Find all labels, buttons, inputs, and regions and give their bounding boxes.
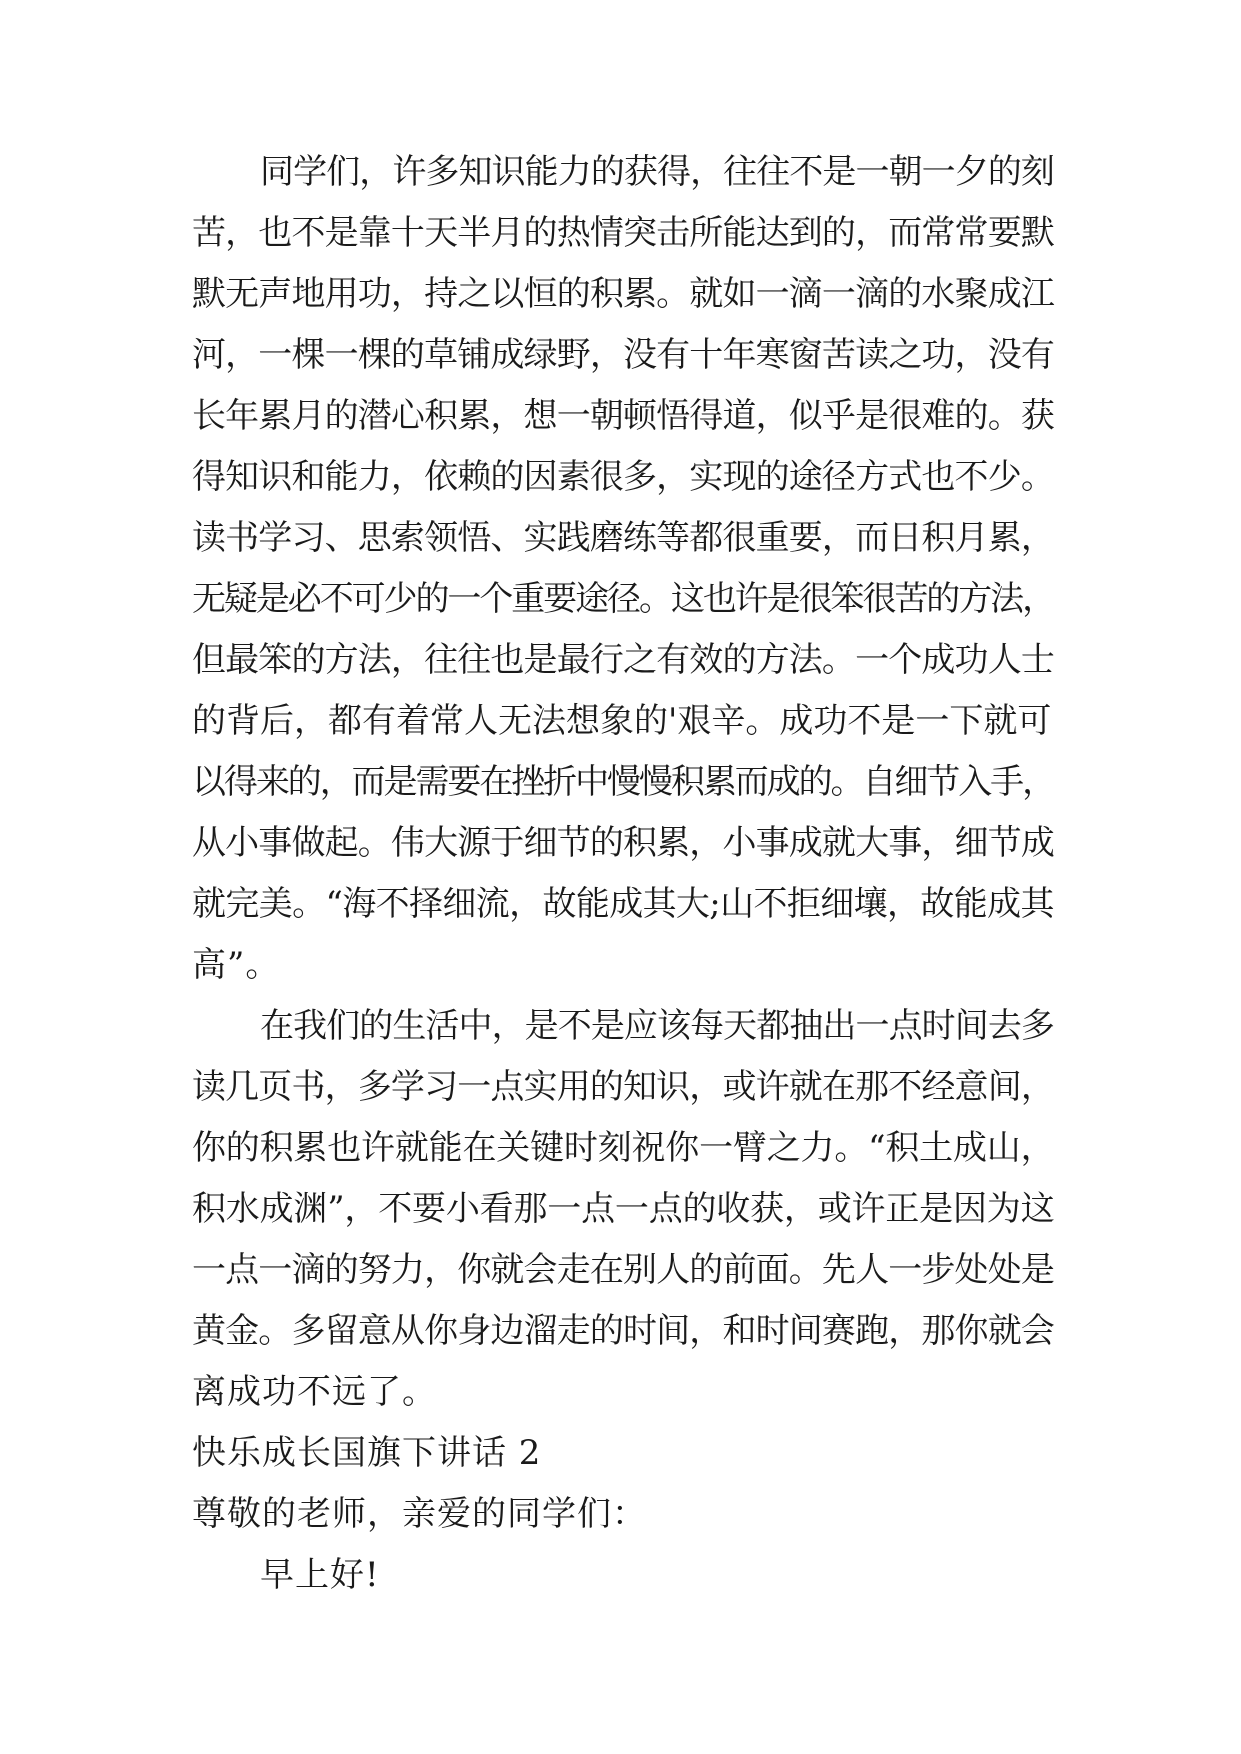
paragraph-1-line: 长年累月的潜心积累，想一朝顿悟得道，似乎是很难的。获 (192, 396, 1054, 436)
document-body (192, 142, 1054, 1606)
paragraph-1-line: 得知识和能力，依赖的因素很多，实现的途径方式也不少。 (192, 457, 1054, 497)
paragraph-2-line: 离成功不远了。 (192, 1372, 437, 1412)
paragraph-1-line: 以得来的，而是需要在挫折中慢慢积累而成的。自细节入手， (192, 762, 1054, 802)
paragraph-2 (192, 996, 1054, 1423)
section-title: 快乐成长国旗下讲话 2 (192, 1433, 542, 1473)
paragraph-2-line: 你的积累也许就能在关键时刻祝你一臂之力。“积土成山， (192, 1128, 1055, 1168)
paragraph-1-line: 苦，也不是靠十天半月的热情突击所能达到的，而常常要默 (192, 213, 1054, 253)
paragraph-2-line: 读几页书，多学习一点实用的知识，或许就在那不经意间， (192, 1067, 1054, 1107)
paragraph-1-line: 高”。 (192, 945, 281, 985)
paragraph-1-line: 从小事做起。伟大源于细节的积累，小事成就大事，细节成 (192, 823, 1054, 863)
paragraph-2-line: 黄金。多留意从你身边溜走的时间，和时间赛跑，那你就会 (192, 1311, 1054, 1351)
paragraph-1-line: 河，一棵一棵的草铺成绿野，没有十年寒窗苦读之功，没有 (192, 335, 1054, 375)
paragraph-2-line: 积水成渊”，不要小看那一点一点的收获，或许正是因为这 (192, 1189, 1055, 1229)
paragraph-1-line: 读书学习、思索领悟、实践磨练等都很重要，而日积月累， (192, 518, 1054, 558)
paragraph-1-line: 无疑是必不可少的一个重要途径。这也许是很笨很苦的方法， (192, 579, 1054, 619)
paragraph-1 (192, 142, 1054, 996)
paragraph-2-line: 在我们的生活中，是不是应该每天都抽出一点时间去多 (260, 1006, 1054, 1046)
paragraph-1-line: 但最笨的方法，往往也是最行之有效的方法。一个成功人士 (192, 640, 1054, 680)
paragraph-1-line: 就完美。“海不择细流，故能成其大;山不拒细壤，故能成其 (192, 884, 1054, 924)
paragraph-1-line: 同学们，许多知识能力的获得，往往不是一朝一夕的刻 (260, 152, 1054, 192)
paragraph-2-line: 一点一滴的努力，你就会走在别人的前面。先人一步处处是 (192, 1250, 1054, 1290)
paragraph-1-line: 默无声地用功，持之以恒的积累。就如一滴一滴的水聚成江 (192, 274, 1054, 314)
paragraph-1-line: 的背后，都有着常人无法想象的'艰辛。成功不是一下就可 (192, 701, 1052, 741)
greeting: 早上好! (260, 1555, 380, 1595)
salutation: 尊敬的老师，亲爱的同学们： (192, 1494, 647, 1534)
